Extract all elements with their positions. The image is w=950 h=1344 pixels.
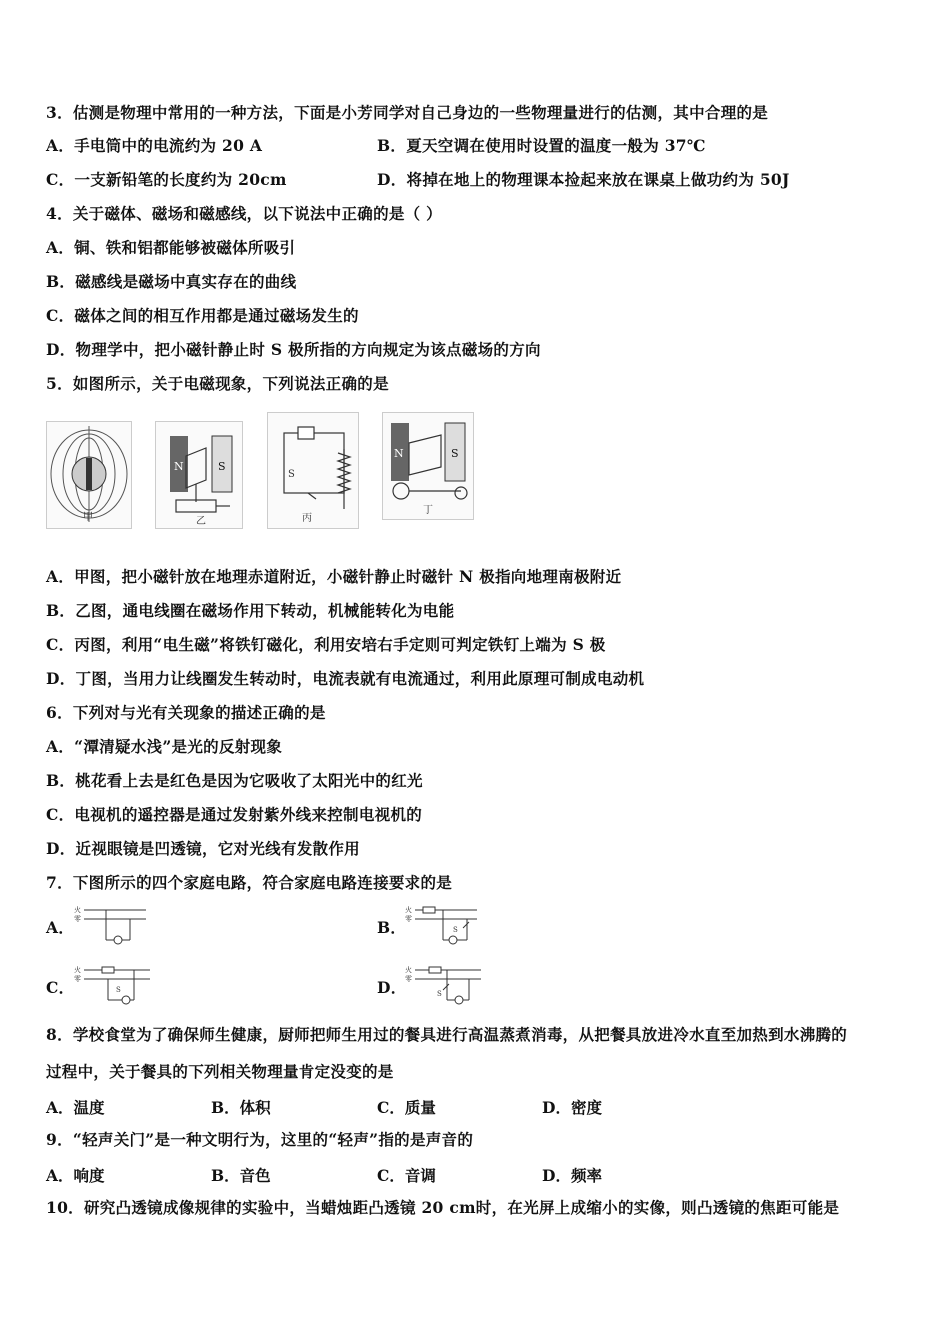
q3-option-b: B．夏天空调在使用时设置的温度一般为 37℃	[377, 136, 706, 155]
q9-option-d: D．频率	[542, 1166, 602, 1185]
q3-stem: 3．估测是物理中常用的一种方法，下面是小芳同学对自己身边的一些物理量进行的估测，其中合理的是	[46, 103, 769, 122]
q8-option-a: A．温度	[46, 1098, 105, 1117]
q7-option-b: B．	[377, 918, 407, 937]
circuit-c	[72, 962, 152, 1008]
svg-text:N: N	[394, 447, 404, 460]
circuit-d	[403, 962, 483, 1008]
svg-text:火: 火	[74, 966, 81, 974]
q7-stem: 7．下图所示的四个家庭电路，符合家庭电路连接要求的是	[46, 873, 453, 892]
q7-option-d: D．	[377, 978, 407, 997]
q4-option-c: C．磁体之间的相互作用都是通过磁场发生的	[46, 306, 359, 325]
q3-option-d: D．将掉在地上的物理课本捡起来放在课桌上做功约为 50J	[377, 170, 790, 189]
svg-text:S: S	[288, 469, 295, 480]
q8-option-c: C．质量	[377, 1098, 436, 1117]
svg-text:S: S	[437, 990, 442, 998]
q7-option-a: A．	[46, 918, 75, 937]
svg-text:S: S	[116, 986, 121, 994]
q5-stem: 5．如图所示，关于电磁现象，下列说法正确的是	[46, 374, 389, 393]
svg-text:S: S	[453, 926, 458, 934]
q5-option-d: D．丁图，当用力让线圈发生转动时，电流表就有电流通过，利用此原理可制成电动机	[46, 669, 645, 688]
q6-option-d: D．近视眼镜是凹透镜，它对光线有发散作用	[46, 839, 360, 858]
q9-option-b: B．音色	[211, 1166, 271, 1185]
q9-stem: 9．“轻声关门”是一种文明行为，这里的“轻声”指的是声音的	[46, 1130, 474, 1149]
q8-stem-line1: 8．学校食堂为了确保师生健康，厨师把师生用过的餐具进行高温蒸煮消毒，从把餐具放进冷水直至加热到水沸腾的	[46, 1025, 848, 1044]
compass-needle	[86, 458, 92, 490]
q4-option-d: D．物理学中，把小磁针静止时 S 极所指的方向规定为该点磁场的方向	[46, 340, 541, 359]
svg-text:火: 火	[405, 906, 412, 914]
svg-text:零: 零	[405, 975, 412, 983]
svg-text:火: 火	[74, 906, 81, 914]
q4-option-b: B．磁感线是磁场中真实存在的曲线	[46, 272, 297, 291]
svg-text:零: 零	[74, 975, 81, 983]
figure-bing	[267, 412, 359, 529]
q8-option-b: B．体积	[211, 1098, 271, 1117]
svg-text:S: S	[218, 460, 226, 473]
figure-label-ding: 丁	[423, 505, 433, 516]
figure-ding	[382, 412, 474, 520]
figure-jia	[46, 421, 132, 529]
q6-option-a: A．“潭清疑水浅”是光的反射现象	[46, 737, 283, 756]
circuit-a	[72, 902, 148, 948]
q6-option-b: B．桃花看上去是红色是因为它吸收了太阳光中的红光	[46, 771, 423, 790]
q3-option-a: A．手电筒中的电流约为 20 A	[46, 136, 263, 155]
svg-text:零: 零	[74, 915, 81, 923]
figure-label-jia: 甲	[83, 512, 93, 523]
q8-option-d: D．密度	[542, 1098, 602, 1117]
svg-text:N: N	[174, 460, 184, 473]
figure-label-yi: 乙	[196, 516, 206, 527]
svg-text:S: S	[451, 447, 459, 460]
q4-stem: 4．关于磁体、磁场和磁感线，以下说法中正确的是（ ）	[46, 204, 442, 223]
figure-yi	[155, 421, 243, 529]
q6-option-c: C．电视机的遥控器是通过发射紫外线来控制电视机的	[46, 805, 423, 824]
q6-stem: 6．下列对与光有关现象的描述正确的是	[46, 703, 326, 722]
q9-option-c: C．音调	[377, 1166, 436, 1185]
figure-label-bing: 丙	[302, 513, 312, 524]
q4-option-a: A．铜、铁和铝都能够被磁体所吸引	[46, 238, 296, 257]
q3-option-c: C．一支新铅笔的长度约为 20cm	[46, 170, 287, 189]
q10-stem: 10．研究凸透镜成像规律的实验中，当蜡烛距凸透镜 20 cm时，在光屏上成缩小的实像，则凸透镜的焦距可能是	[46, 1198, 840, 1217]
q5-option-a: A．甲图，把小磁针放在地理赤道附近，小磁针静止时磁针 N 极指向地理南极附近	[46, 567, 622, 586]
q7-option-c: C．	[46, 978, 75, 997]
q5-option-b: B．乙图，通电线圈在磁场作用下转动，机械能转化为电能	[46, 601, 455, 620]
q9-option-a: A．响度	[46, 1166, 105, 1185]
svg-text:零: 零	[405, 915, 412, 923]
svg-text:火: 火	[405, 966, 412, 974]
circuit-b	[403, 902, 479, 948]
q5-option-c: C．丙图，利用“电生磁”将铁钉磁化，利用安培右手定则可判定铁钉上端为 S 极	[46, 635, 606, 654]
q8-stem-line2: 过程中，关于餐具的下列相关物理量肯定没变的是	[46, 1062, 394, 1081]
